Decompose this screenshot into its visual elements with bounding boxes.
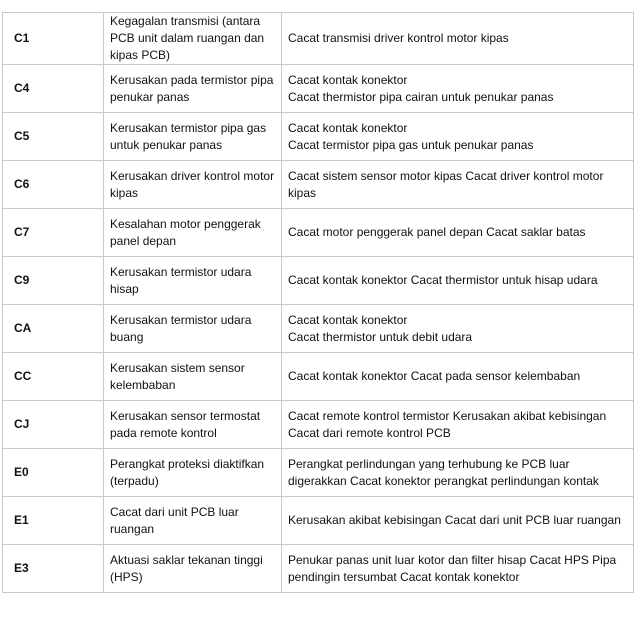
table-row — [3, 65, 634, 113]
error-description: Kerusakan termistor udara hisap — [104, 257, 282, 305]
cause-line: Cacat thermistor pipa cairan untuk penukar panas — [288, 89, 554, 104]
cause-line: Cacat kontak konektor Cacat thermistor untuk hisap udara — [288, 273, 598, 287]
error-description: Kerusakan sistem sensor kelembaban — [104, 353, 282, 401]
error-code: C7 — [3, 209, 104, 257]
error-description: Kerusakan termistor udara buang — [104, 305, 282, 353]
error-code-table — [2, 12, 634, 593]
error-code: E3 — [3, 545, 104, 593]
error-cause — [282, 161, 634, 209]
table-row — [3, 353, 634, 401]
error-description: Perangkat proteksi diaktifkan (terpadu) — [104, 449, 282, 497]
error-code: E0 — [3, 449, 104, 497]
table-row — [3, 161, 634, 209]
table-row — [3, 257, 634, 305]
table-row — [3, 13, 634, 65]
error-description: Kesalahan motor penggerak panel depan — [104, 209, 282, 257]
error-description: Aktuasi saklar tekanan tinggi (HPS) — [104, 545, 282, 593]
cause-line: Penukar panas unit luar kotor dan filter hisap Cacat HPS Pipa pendingin tersumbat Cacat kontak konektor — [288, 552, 617, 584]
table-row — [3, 113, 634, 161]
error-code: C6 — [3, 161, 104, 209]
table-row — [3, 305, 634, 353]
error-code-table-body — [3, 13, 634, 593]
error-code: C4 — [3, 65, 104, 113]
error-code: C5 — [3, 113, 104, 161]
error-code: E1 — [3, 497, 104, 545]
cause-line: Cacat kontak konektor — [288, 72, 408, 87]
error-cause — [282, 113, 634, 161]
error-cause — [282, 305, 634, 353]
cause-line: Cacat remote kontrol termistor Kerusakan akibat kebisingan Cacat dari remote kontrol PCB — [288, 408, 607, 440]
error-code: CA — [3, 305, 104, 353]
error-code: CJ — [3, 401, 104, 449]
error-cause — [282, 65, 634, 113]
error-cause — [282, 257, 634, 305]
cause-line: Kerusakan akibat kebisingan Cacat dari unit PCB luar ruangan — [288, 513, 621, 527]
table-row — [3, 545, 634, 593]
error-description: Kerusakan pada termistor pipa penukar panas — [104, 65, 282, 113]
error-description: Kegagalan transmisi (antara PCB unit dalam ruangan dan kipas PCB) — [104, 13, 282, 65]
cause-line: Perangkat perlindungan yang terhubung ke PCB luar digerakkan Cacat konektor perangkat perlindungan kontak — [288, 456, 599, 488]
error-cause — [282, 545, 634, 593]
error-code: C1 — [3, 13, 104, 65]
cause-line: Cacat thermistor untuk debit udara — [288, 329, 473, 344]
error-description: Kerusakan driver kontrol motor kipas — [104, 161, 282, 209]
error-code: C9 — [3, 257, 104, 305]
table-row — [3, 449, 634, 497]
cause-line: Cacat kontak konektor — [288, 312, 408, 327]
cause-line: Cacat transmisi driver kontrol motor kipas — [288, 31, 509, 45]
cause-line: Cacat kontak konektor — [288, 120, 408, 135]
error-description: Kerusakan termistor pipa gas untuk penukar panas — [104, 113, 282, 161]
cause-line: Cacat motor penggerak panel depan Cacat saklar batas — [288, 225, 586, 239]
error-code: CC — [3, 353, 104, 401]
cause-line: Cacat kontak konektor Cacat pada sensor kelembaban — [288, 369, 581, 383]
error-cause — [282, 13, 634, 65]
error-cause — [282, 401, 634, 449]
error-cause — [282, 497, 634, 545]
error-cause — [282, 353, 634, 401]
cause-line: Cacat termistor pipa gas untuk penukar panas — [288, 137, 534, 152]
table-row — [3, 401, 634, 449]
table-row — [3, 497, 634, 545]
error-cause — [282, 449, 634, 497]
error-description: Cacat dari unit PCB luar ruangan — [104, 497, 282, 545]
error-cause — [282, 209, 634, 257]
error-description: Kerusakan sensor termostat pada remote kontrol — [104, 401, 282, 449]
table-row — [3, 209, 634, 257]
cause-line: Cacat sistem sensor motor kipas Cacat driver kontrol motor kipas — [288, 168, 604, 200]
